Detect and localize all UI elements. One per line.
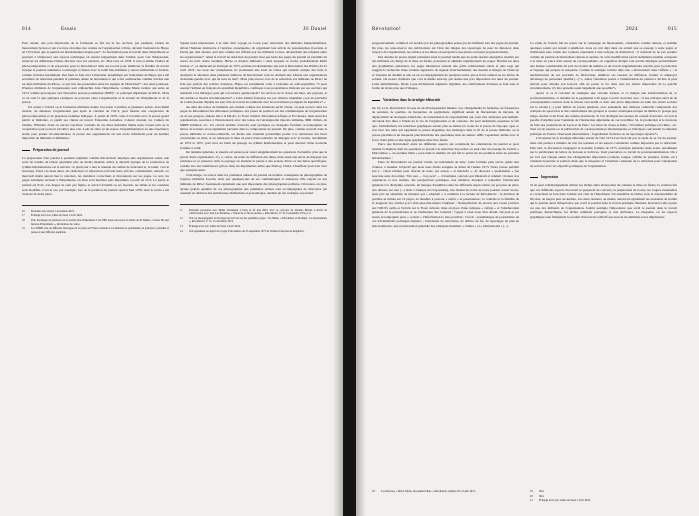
footnote-number: 16 (22, 209, 25, 213)
footnote (180, 209, 327, 216)
paragraph: De n'y a-t-il, Révolution! n'a pas eu un développement linéaire. Les changements de formules, de fréquences de parution, de qualités, de maquettes, de paginations, signifient autant de fluctuations de moyens, de déplacement de stratégies éditoriales, de transmission de responsabilité qui, pour être analysées précisément, devraient être liées à l'étude de la vie de l'organisation et du contexte. On peut néanmoins esquisser le fait que, formellement, les tentatives graphiques auront plus ou moins les codes de la presse de l'époque. Que ce soit avec des unes qui rappellent la presse magazine, des montages dans le fil de la presse militante ou la presse parallèle et un maquette plus distanciée des quotidiens dans les années 1980. Cependant, même avec la force d'une grille et une ligne graphique directrice ferme. (372, 105, 519, 142)
paragraph-block (22, 41, 169, 141)
footnote-number: 18 (372, 489, 375, 493)
left-footnotes-col2 (180, 204, 327, 234)
footnote (180, 230, 327, 234)
left-author-label: Jil Daniel (302, 26, 327, 32)
paragraph: Sapent leurs impressions à la suite d'un voyage en Corse pour rencontrer des militants indépendantistes. Alban l'humour désinvolte à l'analyse conséquente, ils organisent leur article de pseudonymes (Lucianu et Paoli) qui, mal choisis, sont pris comme des affronts par les militants Corses, déclenchant des tensions entre les organisations*. Ainsi le travail de rédaction du journal n'est pas isolé des pages du journal en parallèle du retour du récit. Autre exemple, Herzo et d'autres militants « dans lesquels se trouve probablement Rémi Gruber »*, se déplacent au Portugal en 1975, période révolutionnaire qui suit la Révolution des Œillets du 25 avril 1974. Au cœur des événements, ils produisent une série de textes qui rendent compte des faits et analysent la situation dans plusieurs numéros de Révolution! tout en donnant une tribune aux organisations d'extrême-gauche avec qui ils sont en lien*. Mais plus encore, lors de la rédaction, les militants de Rêve! ne font que parfois des articles d'analyse, Harpo est notamment venu à Lisbonne en août-septembre 75 pour assurer l'édition en français du quotidien República, confisqué à ses propriétaires libéraux par ses ouvriers qui tiendront à les héberger, puis qui s'accordera quelles-ment* les services de la classe ouvrière, des paysans, et des soldats et marins révolutionnaires*.» Cette édition française est, par ailleurs, imprimée « par les précédés de Caem (Gesme d'Ipaîn) sur tout côté de travail en solidarité avec les travailleurs portugais du República*.» (180, 41, 327, 105)
right-page (356, 0, 699, 516)
right-folio: 015 (668, 26, 677, 32)
heading-rule (530, 177, 538, 178)
footnote-text: Entretien avec Arvèd, 3 novembre 2023. (31, 209, 75, 213)
right-footnotes-col2 (530, 490, 677, 504)
right-footnotes-col1 (372, 490, 519, 504)
footnote (22, 219, 169, 226)
footnote-number: 20 (530, 494, 533, 498)
footnote-text: Ibid. (539, 489, 545, 493)
footnote-text: Pour davantage de précision sur le travail dans l'imprimerie à les NPP, nous renvoyons à l'article de Jil Daniel, « Presse 68, une histoire d'imprimerie », Révolution de contre- (31, 219, 169, 226)
footnote-text: Voir un photographies du Portugal par Gil sur ses des premières pages : Ivo Rême, « Révolution au Portugal : les mouvements », Révolution!, n° 51, 21 décembre 1974. (189, 216, 327, 224)
subsection-heading-label: Préparation du journal (33, 148, 69, 153)
footnote-number: 12 (180, 216, 183, 220)
paragraph: Un retour à l'abord ou la formation militante donne l'occasion à Artistes et plusieurs autres, dont Rémi Gruber, de délaisser l'organisation peu après la création de l'OCT, pour monter une coopérative de photocomposition et de prépresse nommée Italiques. À partir de 1978, celle-ci travaille avec la presse grand public et militante, et parmi ses clients on trouve Fanorama Actuelles, L'Autre Journal, les Cahiers du cinéma, l'Histoire d'elle ou encore Gai-Pied. Certains de ces titres installent même leurs locaux près de la coopérative pour pouvoir travailler plus vite. Loin de s'être su un espace d'expérimentation ou une expérience isolée pour jeunes révolutionnaires, la presse des organisations est une école informelle pour un nombre important de militants et militantes. (22, 104, 169, 141)
paragraph: La vente de l'article fait un retour sur la campagne de financement, considérée comme réussie, et nomme quelques points qui restent à améliorer, mais on voit déjà dans cet extrait que se passage à seize pages et l'utilisation plus variée des couleurs répondent à une tactique de distinction : il convient de ne pas paraître comme un journal exclusivement sérieux et austère. Si cette modification parait réellement anodine comparée à la mise en place d'un réseau de correspondants, on rappellera malgré tout qu'elle implique probablement une hausse considérable du prix de revient du numéro et un travail supplémentaire notable pour la rédaction et l'équipe qui prépare la maquette. Comme la souligne l'article déjà cité, « Révolution! dans l'affaire » : la modernisation de ses procédés de fabrication, améliore ses réseaux de diffusion, former et employer davantage de personnel qualifié [...]*», Ainsi, l'attention portée à l'amélioration du journal a dû être et plus attirant pour étendre son lectorat afin de porter le fer dans tous les débats importants de la gauche révolutionnaire, n'y être présents aussi largement que possible*» (530, 41, 677, 91)
paragraph: Des dessins de presse signés jalonnent aussi le journal tandis que de petits dessins anonymes réalisés par des militants en charge de la mise en forme, ponctuent et animent régulièrement les pages. Hormis les unes aux graphismes audacieux, les pages intérieures suivent une grille relativement stable et plus sage qui suggère la recherche d'une certaine apparence de rigueur. Ponctuellement, des dessins et images de l'Alarcep se truquent un chemin et une ou en accompagnement de quelques textes qui se front culturel ou les lettres de soldats. On notera d'ailleurs que c'est le même Alarcep qui réalise une part importante des unes du journal. Lutte antimilitariste, bilans à peu d'éditoriaux signature régulière, les contributions d'artistes se font sous la forme de textes plus que d'images. (372, 54, 519, 91)
footnote-number: 17 (22, 214, 25, 218)
paragraph: L'évolution de la stratégie éditoriale autour de l'été 1974 n'est bien sûr pas la seule de sa vie du journal, mais elle permet à minima de voir les tensions et les aspects considérés comme important par la rédaction. Plus tard, la discussion s'engagera la nouvelle formule de 1975, anticipée plusieurs mois avant, notamment par la publication de lettres de lecteurs et lectrices, vient poursuivre ce travail de professionnalisation. On a pu voir que chaque année des changements importants (contenu, langue, rythme de parution, forme, etc.) viennent bousculer le journal, mais que la maquette et l'attention constante de la rédaction pour l'adaptation de son titre avec les objectifs politiques de l'organisation. (530, 136, 677, 168)
footnote-number: 21 (530, 499, 533, 503)
footnote-text: Les NMPP sont un diffuseur historique de la presse en France lointain à la Libération et grandement en principe la pluralité la presse et une diffusion équitable. (31, 227, 169, 234)
left-spine-shadow (333, 0, 343, 516)
paragraph: progressivement, comme il est notable par les photographies prises par les militants lors des pages du journal. De plus, les sans-réserve des publications sur l'état des images des reportages de peur de dénoncer dans l'espace de l'organisation, les articles et les mises en perspective des photos évoluent progressivement. (372, 41, 519, 55)
right-year-label: 2024 (626, 26, 639, 32)
paragraph: Si on peut schématiquement diviser les tâches entre élaboration du contenu et mise en forme, la création fait que ces différents aspects du travail se préparent de concerte, la préparation de la une, les coupes éventuelles et corrections se font dans l'atelier aux côté de l'imprimeur. Un ensemble de tâches sous la responsabilité de Nicolas, de maçon puis de Andrée, Les deux derniers, au moins, auront été également les assistants de Joubin qui le journal aussi l'importance que revêt le journal dans le travail politique, Bernard, Kervelet-Calla portée est une des militants de l'organisation, Joubin souligne l'importance que revêt le journal dans le travail politique, hiérarchique, les tâches semblent partagées et non attribuées. La maquette, ou les aspects graphiques sont finalement le produit d'un travail collectif qui associe les militants et les imprimeurs. (530, 182, 677, 219)
footnote-number: 14 (180, 229, 183, 233)
footnote-text: La rédaction, « Révo! hebdo, un premier bilan », Révolution!, numéro 62, 21 juin 1974. (381, 489, 476, 493)
footnote (22, 214, 169, 218)
subsection-heading (372, 98, 519, 103)
right-footnotes (372, 490, 677, 504)
subsection-heading-label: Impression (541, 175, 559, 180)
right-publication-label: Révolution! (372, 26, 402, 32)
footnote-text: Échange écrit avec Gilles de Staal, 2 avril 2024. (31, 214, 83, 218)
heading-rule (372, 100, 380, 101)
paragraph: La préparation d'un journal à parution régulière comme Révolution! implique une organisation rodée, une sorte de routine de labeur quotidien plus ou moins instable. Ainsi, le déroulé typique de la production au rythme hebdomadaire est le suivant : le jeudi soir a lieu la réunion du comité de rédaction et, le lundi, c'est le bouclage. Entre ces deux dates, les rédacteurs et rédactrices écrivent leurs articles, commentent, relisent. Le mercredi matin auront lieu la relecture, les dernières corrections et discussions sur les pages. Le soir, les pages terminées arrivent à l'imprimerie, où elles sont montées puis imprimées à partir de 22 h. Le jeudi, le journal est livré. Ces étapes ne sont pas figées, et selon l'actualité ou les besoins, les délais et les contenus sont modifiés. C'est le cas, par exemple, lors de la parution du journal spécial Mai 1978, dont la sortie a été avancée de deux jours. (22, 155, 169, 197)
subsection-heading-label: Variations dans la stratégie éditoriale (383, 98, 441, 103)
left-page (0, 0, 343, 516)
footnote (22, 210, 169, 214)
heading-rule (22, 150, 30, 151)
footnote (180, 217, 327, 224)
footnote (530, 499, 677, 503)
left-column-2 (180, 41, 327, 235)
left-section-label: Essais (60, 26, 77, 32)
left-column-1 (22, 41, 169, 235)
right-column-1 (372, 41, 519, 228)
footnote (530, 490, 677, 494)
footnote-text: Voir également un signal de la page 8 du numéro du 25 septembre 1975 de l'édition française de República. (189, 229, 305, 233)
left-columns (22, 41, 327, 235)
footnote-text: Entretien personnel avec Didier Schumann à Paris le 24 mai 2023, avec le concours de Thomas Bertail, L'article en collaboration avec Jean-Luc Bontems, « Vision du ce fut les anches », Révolution!, n° 43, 6 septembre 1974, p. 6. (189, 208, 327, 216)
footnote (180, 225, 327, 229)
paragraph: Au-delà des textes de militants qui rendent compte des situations qu'ils vivent, on peut trouver dans les pages de Révolution! des éditoriaux politiques, des prises de position sur des communiqués de l'organisation ou de ses groupes, annexe liée à la MLAC, le Front culturel, Révolution Afrique et El Charara, mais aussi des organisations associées à l'international avec des textes de l'Avanguardia Operaia italienne, MIR chilien, du MRIB brésilien, etc. Un certain nombre d'articles sont pratiques ou d'enquête factuelle accompagnées de lettres de lecteurs et/ou également parvenir dans la composition du journal. De plus, comme souvent dans la presse militante et contre-culturelle, on décèle une attention particulière portée à la discussion des titres concurrents ou amis, et on remarque la mise en place d'une tentative de dialogue avec le lecteur, notamment en 1974 et 1975, pour tirer un bilan du passage au rythme hebdomadaire et pour discuter d'une nouvelle formule à venir. (180, 104, 327, 150)
subsection-heading (530, 175, 677, 180)
book-gutter (343, 0, 356, 516)
footnote-text: Échange écrit avec Gilles de Staal, 2 avril 2024. (539, 499, 591, 503)
footnote (372, 490, 519, 494)
paragraph: De manière générale, le journal est pensé pour rester singulièrement les questions d'actualité, plus que la parole d'une organisation. Il y a, certes, un relais de diffusion des idées, mais aussi une envie de marquer son existence et sa présence dans le paysage en donnant la parole à des acteurs divers et des luttes spécifiques, comme lors des nombreuses grèves dans les imprimeries telles que Darboy, Chaix, Chauffour pour n'en citer que quelques-unes. (180, 150, 327, 173)
paragraph: Pour autant, une part importante de la formation se fait sur le tas. Arrivée, par exemple, venant du mouvement lycéen et qui s'occupe un temps des vendus de l'organisation à Paris, devient l'assistant de Harpo en 1974 alors que le journal est hebdomadaire depuis peu*. Sa fascination pour le travail dans l'imprimerie se poursuit à s'intéresser aux aspects techniques en restant longuement dans l'atelier, pour voir l'impression, observer les différentes tâches, discuter avec les ouvriers, etc. Plus tard, en 1978, il crée et anime l'atelier de photocomposition et de pré-presse pour la Révolution! dans ses locaux pour améliorer la fluidité du travail lorsque le journal commence à envisager la fusion avec la GOP. Des militants y seront embauchés et formés, comme clavistes notamment. Des liens se font avec Libération, notamment par l'entremise de Harpo qui a été secrétaire de rédaction pendant la première année de lancement et qui a fait «embaucher comme claviste une ou deux militantes de Rêve», ce qui crée des passerelles entre les équipes de fabrication* : des deux journaux. D'autres militants de l'organisation sont embauchés dans l'imprimerie, comme Marie Gruber qui entre en 1974 comme prototypeur aux Nouvelles presses parisiennes (NPP)*, le principal imprimeur de Rêve!. Mais ce ne sont là que quelques exemples de parcours entre l'organisation et le secteur de l'imprimerie et de la presse. (22, 41, 169, 105)
left-running-head (22, 26, 327, 32)
subsection-heading (22, 148, 169, 153)
right-spine-shadow (356, 0, 366, 516)
footnote-number: 19 (22, 227, 25, 231)
right-column-2 (530, 41, 677, 228)
footnote-number: 18 (22, 219, 25, 222)
footnote (530, 495, 677, 499)
right-running-head (372, 26, 677, 32)
footnote-number: 11 (180, 208, 183, 212)
blockquote: Faire de Révolution! un journal vivant, un instrument de lutte. Cette formule peut servir, guidé tant d'autres, à résumer l'objectif que nous nous étions assignés au début de l'année 1973. Notre presse publiait [etc.]... c'était évident pour chacun de nous, par exacte « el hebdo/lu », de discours « quotidienne » (au nouveau sens du terme). Très peu — trop peu? — d'exemples concrets qui illustrent et rendent vivantes nos espérances et nos réalités, des perspectives politiques, une tendance marquée à redoubler l'abstraction générale à la discipline concrète, un manque d'équilibre entre les différents sujets traités, un peu plus de place aux détours sur tout [...] ainsi à l'unique de l'exposition), très distant les traits de notre journal. Aussi avons-nous pris un ensemble de mesures qui « adaptent » à commun à la lecture de Révolution! : la décision de paraître au milieu sur 16 pages, de maudire à pouvoir « surfer » la présentation ; le contrôle et la fiabilité de la longueur des articles (ceci d'un plus-être-mieux l'ampleur ; l'interpellation du lecteur aux veaux (articles sur l'OICP), saille et l'article sur le Front culturel, mise en place d'une rubrique « cultige » et l'amélioration générale de la présentation et de l'utilisation des couleurs ; l'appel à ceux-vous d'un dessin. On peut et les textes accompagnés pour « couvrir » l'information la plus possible ; l'avoir ; systématique de journalistes en cas d'événements politiques-majeurs ; l'extension de rencontres, de débats, de foi, de reportages de plus en plus nombreux, une revalorisation générale des rubriques mainleur « culture » et « international » [...]. (372, 160, 519, 228)
footnote-text: Ibid. (539, 494, 545, 498)
paragraph: Après ce se il convient de souligner une certaine lenteur, et ce malgré une transformation de ce professionnalisme, ce manière de la pagination à 20 pages à partir d'octobre avec : il use rubrique suivi de de correspondants ouvriers dont le niveau s'est établi et donc une place importante au salut des textes sociaux sur le terrain [...] pour timbre de presse générale, avec seulement une rubrique culturelle comprenant des critiques de spectacles et des contributions des groupes et acteurs artistiques-troupes de théâtre Z, groupe pop bingo, Atelier et du Front des artistes plasticiens. Si l'on distingue les reprises du conseil d'ouvriers, on voit la gauche d'Alpilles pour l'anéantie de l'instruction algérienne de 1er novembre 54, la production et le nouveau de faits des productions de Lyon et de Paris ; les listes de classe et Italie ; l'évolution politique en Chine ; etc. Tout est de journal ou la publication de correspondances internationales et d'analyses concernant la situation politique en France. Nouveaux mouvements ; l'appellation d'articles ou de reportages répartis*» (530, 91, 677, 136)
paragraph: Côté image, on trouve dans les premières années du journal un nombre conséquent de photographies de l'agence militante Fotolib, ainsi que quelques-uns de ses communiqués et annonces. Elle étayait ou des militants de Rêve! fournissent également une part importante des photographies publiées. On notera, en plus, qu'une grande quantité de ces photographies des premières années sont accompagnées de directives qui tournent en dérision des nombreuses institutions et personnages, rendant un ton satirique au journal. (180, 172, 327, 196)
right-columns (372, 41, 677, 228)
footnote-text: Échange écrit avec Gilles de Staal, 2 avril 2024. (189, 224, 241, 228)
left-footnotes-col1 (22, 205, 169, 235)
paragraph: Parce que Révolution! entre les différents aspects qui conduisent les orientations du journal et pour monter la manière dont les questions se posent à la rédaction du journal, on peut citer un passage de l'article « Marcombes », un premier bilan » paru dans le numéro 62 qui fait le point sur les premiers mois de parution hebdomadaire : (372, 142, 519, 160)
footnote-number: 13 (180, 224, 183, 228)
footnote (22, 227, 169, 234)
left-folio: 014 (22, 26, 31, 32)
footnote-number: 19 (530, 489, 533, 493)
